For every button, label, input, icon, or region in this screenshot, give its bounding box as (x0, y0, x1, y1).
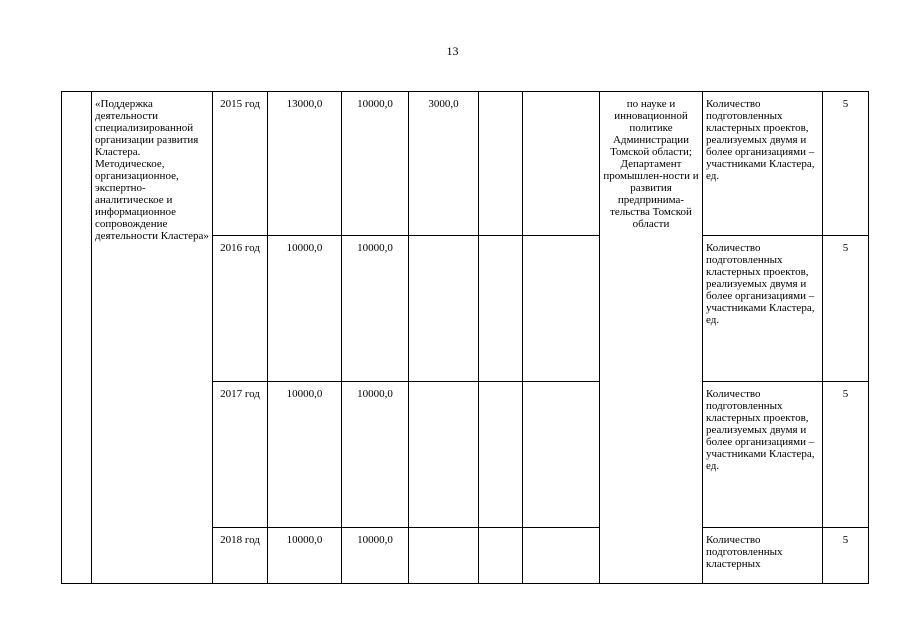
empty-cell (523, 92, 600, 236)
executor-cell: по науке и инновационной политике Администрации Томской области; Департамент промышлен-ности и развития предпринима-тельства Томской области (600, 92, 703, 584)
funding-cell: 10000,0 (342, 236, 409, 382)
empty-cell (523, 528, 600, 584)
funding-cell: 10000,0 (342, 528, 409, 584)
empty-cell (479, 528, 523, 584)
total-cell: 10000,0 (268, 528, 342, 584)
year-cell: 2018 год (213, 528, 268, 584)
indicator-cell: Количество подготовленных кластерных проектов, реализуемых двумя и более организациями – участниками Кластера, ед. (703, 382, 823, 528)
row-number-cell (62, 92, 92, 584)
activity-name-cell: «Поддержка деятельности специализированной организации развития Кластера. Методическое, организационное, экспертно-аналитическое и информационное сопровождение деятельности Кластера» (92, 92, 213, 584)
funding-cell (409, 382, 479, 528)
funding-cell: 10000,0 (342, 92, 409, 236)
total-cell: 13000,0 (268, 92, 342, 236)
empty-cell (523, 236, 600, 382)
year-cell: 2015 год (213, 92, 268, 236)
target-value-cell: 5 (823, 528, 869, 584)
year-cell: 2017 год (213, 382, 268, 528)
empty-cell (479, 382, 523, 528)
target-value-cell: 5 (823, 382, 869, 528)
program-table (61, 91, 869, 584)
year-cell: 2016 год (213, 236, 268, 382)
target-value-cell: 5 (823, 236, 869, 382)
empty-cell (479, 92, 523, 236)
indicator-cell: Количество подготовленных кластерных проектов, реализуемых двумя и более организациями – участниками Кластера, ед. (703, 236, 823, 382)
funding-cell: 10000,0 (342, 382, 409, 528)
empty-cell (479, 236, 523, 382)
target-value-cell: 5 (823, 92, 869, 236)
funding-cell (409, 236, 479, 382)
indicator-cell: Количество подготовленных кластерных проектов, реализуемых двумя и более организациями – участниками Кластера, ед. (703, 92, 823, 236)
total-cell: 10000,0 (268, 382, 342, 528)
empty-cell (523, 382, 600, 528)
funding-cell (409, 528, 479, 584)
page-number: 13 (446, 44, 459, 58)
indicator-cell: Количество подготовленных кластерных (703, 528, 823, 584)
table-row (62, 92, 869, 236)
total-cell: 10000,0 (268, 236, 342, 382)
funding-cell: 3000,0 (409, 92, 479, 236)
